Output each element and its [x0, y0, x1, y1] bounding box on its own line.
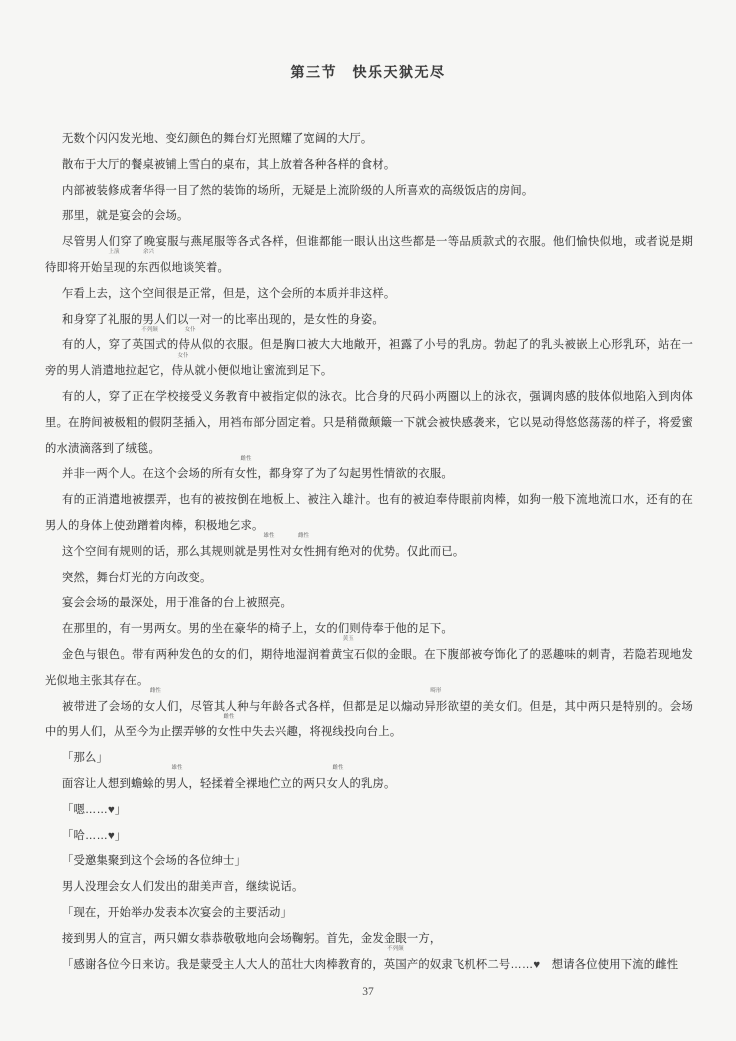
paragraph: 「嗯……♥」: [62, 803, 127, 816]
ruby-text: 余兴: [142, 249, 155, 256]
paragraph: 接到男人的宣言，两只媚女恭恭敬敬地向会场鞠躬。首先，金发金眼一方，: [62, 932, 442, 945]
ruby-annotated-word: 英国 不列颠: [383, 946, 407, 971]
paragraph: 这个空间有规则的话，那么其规则就是男性 雄性 对女性 雌性 拥有绝对的优势。仅此而已。: [45, 540, 693, 566]
ruby-annotated-word: 女性 雌性: [217, 713, 241, 739]
paragraph: 乍看上去，这个空间很是正常，但是，这个会所的本质并非这样。: [62, 287, 396, 300]
ruby-annotated-word: 男性 雄性: [257, 533, 281, 558]
paragraph: 「受邀集聚到这个会场的各位绅士」: [62, 855, 246, 868]
ruby-annotated-word: 女性 雌性: [234, 455, 258, 481]
ruby-text: 畸形: [430, 688, 442, 695]
ruby-text: 不列颠: [141, 326, 158, 333]
ruby-annotated-word: 侍从 女仆: [171, 352, 195, 378]
paragraph: 有的人，穿了英国式 不列颠 的侍从 女仆 似的衣服。但是胸口被大大地敞开，袒露了小号的乳房。勃起了的乳头被嵌上心形乳环，站在一旁的男人消遣地拉起它，侍从 女仆 就小便似地让蜜流到足下。: [45, 333, 693, 385]
paragraph: 并非一两个人。在这个会场的所有女性 雌性 ，都身穿了为了勾起男性情欲的衣服。: [45, 462, 693, 488]
ruby-text: 雄性: [171, 765, 183, 772]
paragraph: 那里，就是宴会的会场。: [62, 210, 189, 223]
paragraph: 尽管男人们穿了晚宴服与燕尾服等各式各样，但谁都能一眼认出这些都是一等品质款式的衣服。他们愉快似地，或者说是期待即将开始呈现 上演 的东西 余兴 似地谈笑着。: [45, 230, 693, 282]
ruby-text: 女仆: [184, 326, 196, 333]
ruby-text: 雌性: [149, 688, 161, 695]
ruby-text: 女仆: [177, 352, 189, 359]
ruby-annotated-word: 异形 畸形: [424, 688, 448, 713]
paragraph: 无数个闪闪发光地、变幻颜色的舞台灯光照耀了宽阔的大厅。: [62, 133, 373, 145]
paragraph: 在那里的，有一男两女。男的坐在豪华的椅子上，女的们则侍奉于他的足下。: [62, 623, 453, 636]
paragraph: 内部被装修成奢华得一目了然的装饰的场所，无疑是上流阶级的人所喜欢的高级饭店的房间。: [62, 184, 534, 197]
ruby-text: 雌性: [297, 533, 309, 540]
ruby-text: 雌性: [240, 455, 252, 462]
paragraph: 突然，舞台灯光的方向改变。: [62, 571, 212, 584]
page-number: 37: [362, 986, 374, 998]
chapter-title: 第三节 快乐天狱无尽: [290, 64, 446, 80]
paragraph: 「现在，开始举办发表本次宴会的主要活动」: [62, 906, 292, 919]
paragraph: 有的人，穿了正在学校接受义务教育中被指定似的泳衣。比合身的尺码小两圈以上的泳衣，强调肉感的肢体似地陷入到肉体里。在胯间被极粗的假阴茎插入，用裆布部分固定着。只是稍微颠簸一下就会被快感袭来，它以晃动得悠悠荡荡的样子，将爱蜜的水渍滴落到了绒毯。: [45, 390, 693, 455]
paragraph: 「感谢各位今日来访。我是蒙受主人大人的茁壮大肉棒教育的，英国 不列颠 产的奴隶飞机杯二号……♥ 想请各位使用下流的雌性: [45, 953, 693, 979]
ruby-annotated-word: 女人 雌性: [143, 688, 167, 713]
ruby-text: 雌性: [223, 713, 235, 720]
paragraph: 被带进了会场的女人 雌性 们，尽管其人种与年龄各式各样，但都是足以煽动异形 畸形 欲望的美女们。但是，其中两只是特别的。会场中的男人们，从至今为止摆弄够的女性 雌性 中失去兴趣，将视线投向台上。: [45, 695, 693, 747]
paragraph: 有的正消遣地被摆弄，也有的被按倒在地板上、被注入雄汁。也有的被迫奉侍眼前肉棒，如狗一般下流地流口水，还有的在男人的身体上使劲蹭着肉棒，积极地乞求。: [45, 494, 693, 532]
ruby-annotated-word: 呈现 上演: [102, 249, 126, 274]
ruby-annotated-word: 男人 雄性: [165, 765, 189, 790]
ruby-text: 黄玉: [342, 636, 354, 643]
ruby-annotated-word: 女人 雌性: [326, 765, 350, 790]
ruby-annotated-word: 女性 雌性: [291, 533, 315, 558]
ruby-text: 雄性: [263, 533, 275, 540]
paragraph: 宴会会场的最深处，用于准备的台上被照亮。: [62, 597, 292, 610]
ruby-annotated-word: 黄宝石 黄玉: [331, 636, 366, 661]
paragraph: 「那么」: [62, 752, 108, 765]
ruby-text: 上演: [108, 249, 120, 256]
paragraph: 散布于大厅的餐桌被铺上雪白的桌布，其上放着各种各样的食材。: [62, 158, 396, 171]
paragraph: 面容让人想到蟾蜍的男人 雄性 ，轻揉着全裸地伫立的两只女人 雌性 的乳房。: [45, 772, 693, 798]
paragraph: 男人没理会女人们发出的甜美声音，继续说话。: [62, 881, 304, 894]
paragraph: 金色与银色。带有两种发色的女的们，期待地湿润着黄宝石 黄玉 似的金眼。在下腹部被夸饰化了的恶趣味的刺青，若隐若现地发光似地主张其存在。: [45, 636, 693, 687]
document-body: [45, 127, 693, 978]
paragraph: 「哈……♥」: [62, 829, 127, 842]
ruby-text: 雌性: [332, 765, 344, 772]
ruby-annotated-word: 东西 余兴: [137, 249, 160, 274]
paragraph: 和身穿了礼服的男人们以一对一的比率出现的，是女性的身姿。: [62, 313, 384, 326]
ruby-text: 不列颠: [387, 946, 404, 952]
ruby-annotated-word: 侍从 女仆: [178, 326, 202, 352]
ruby-annotated-word: 英国式 不列颠: [132, 326, 167, 352]
